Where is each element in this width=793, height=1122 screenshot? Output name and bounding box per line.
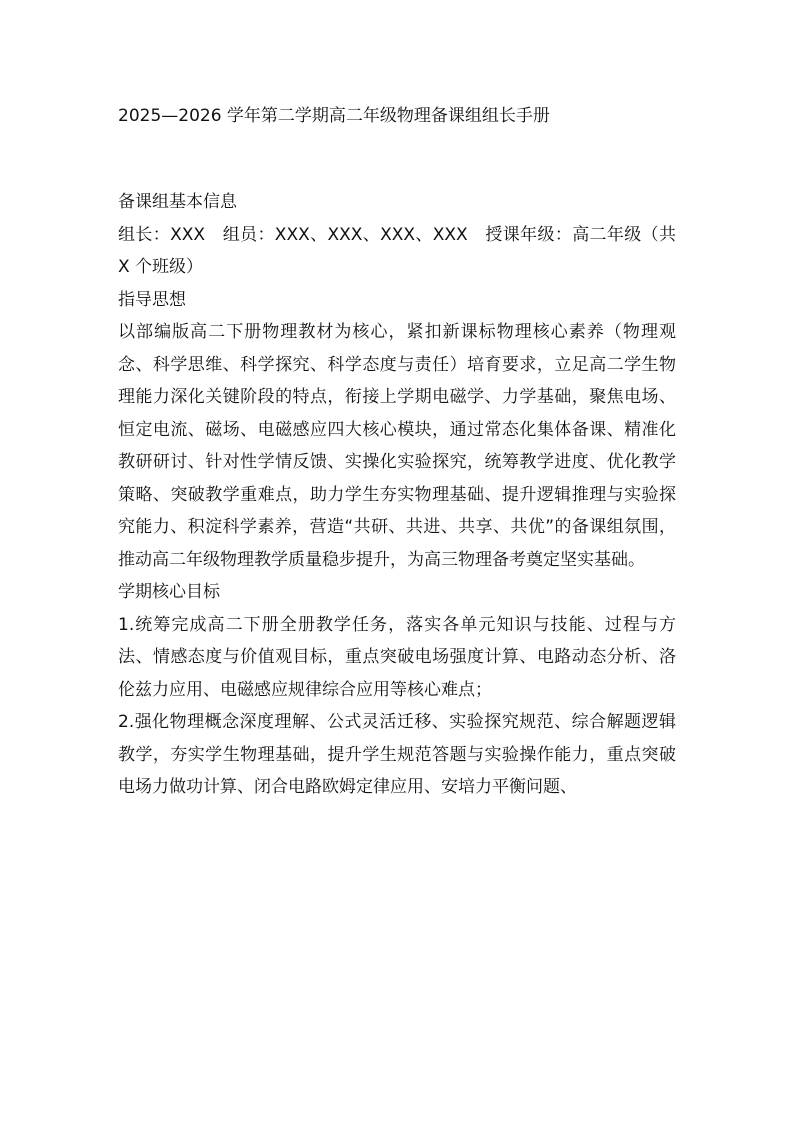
section-heading-basic-info: 备课组基本信息 [118,192,237,212]
document-title: 2025—2026 学年第二学期高二年级物理备课组组长手册 [118,106,550,126]
goal-item-1: 1.统筹完成高二下册全册教学任务，落实各单元知识与技能、过程与方法、情感态度与价值观目标，重点突破电场强度计算、电路动态分析、洛伦兹力应用、电磁感应规律综合应用等核心难点； [118,614,676,700]
goal-item-2: 2.强化物理概念深度理解、公式灵活迁移、实验探究规范、综合解题逻辑教学，夯实学生物理基础，提升学生规范答题与实验操作能力，重点突破电场力做功计算、闭合电路欧姆定律应用、安培力平衡问题、 [118,712,676,797]
document-body [118,186,676,804]
section-heading-guiding-thought: 指导思想 [118,289,186,310]
section-heading-semester-goals: 学期核心目标 [118,582,220,602]
guiding-thought-text: 以部编版高二下册物理教材为核心，紧扣新课标物理核心素养（物理观念、科学思维、科学探究、科学态度与责任）培育要求，立足高二学生物理能力深化关键阶段的特点，衔接上学期电磁学、力学基础，聚焦电场、恒定电流、磁场、电磁感应四大核心模块，通过常态化集体备课、精准化教研研讨、针对性学情反馈、实操化实验探究，统筹教学进度、优化教学策略、突破教学重难点，助力学生夯实物理基础、提升逻辑推理与实验探究能力、积淀科学素养，营造“共研、共进、共享、共优”的备课组氛围，推动高二年级物理教学质量稳步提升，为高三物理备考奠定坚实基础。 [118,322,676,570]
basic-info-text: 组长：XXX 组员：XXX、XXX、XXX、XXX 授课年级：高二年级（共X 个班级） [118,224,676,277]
